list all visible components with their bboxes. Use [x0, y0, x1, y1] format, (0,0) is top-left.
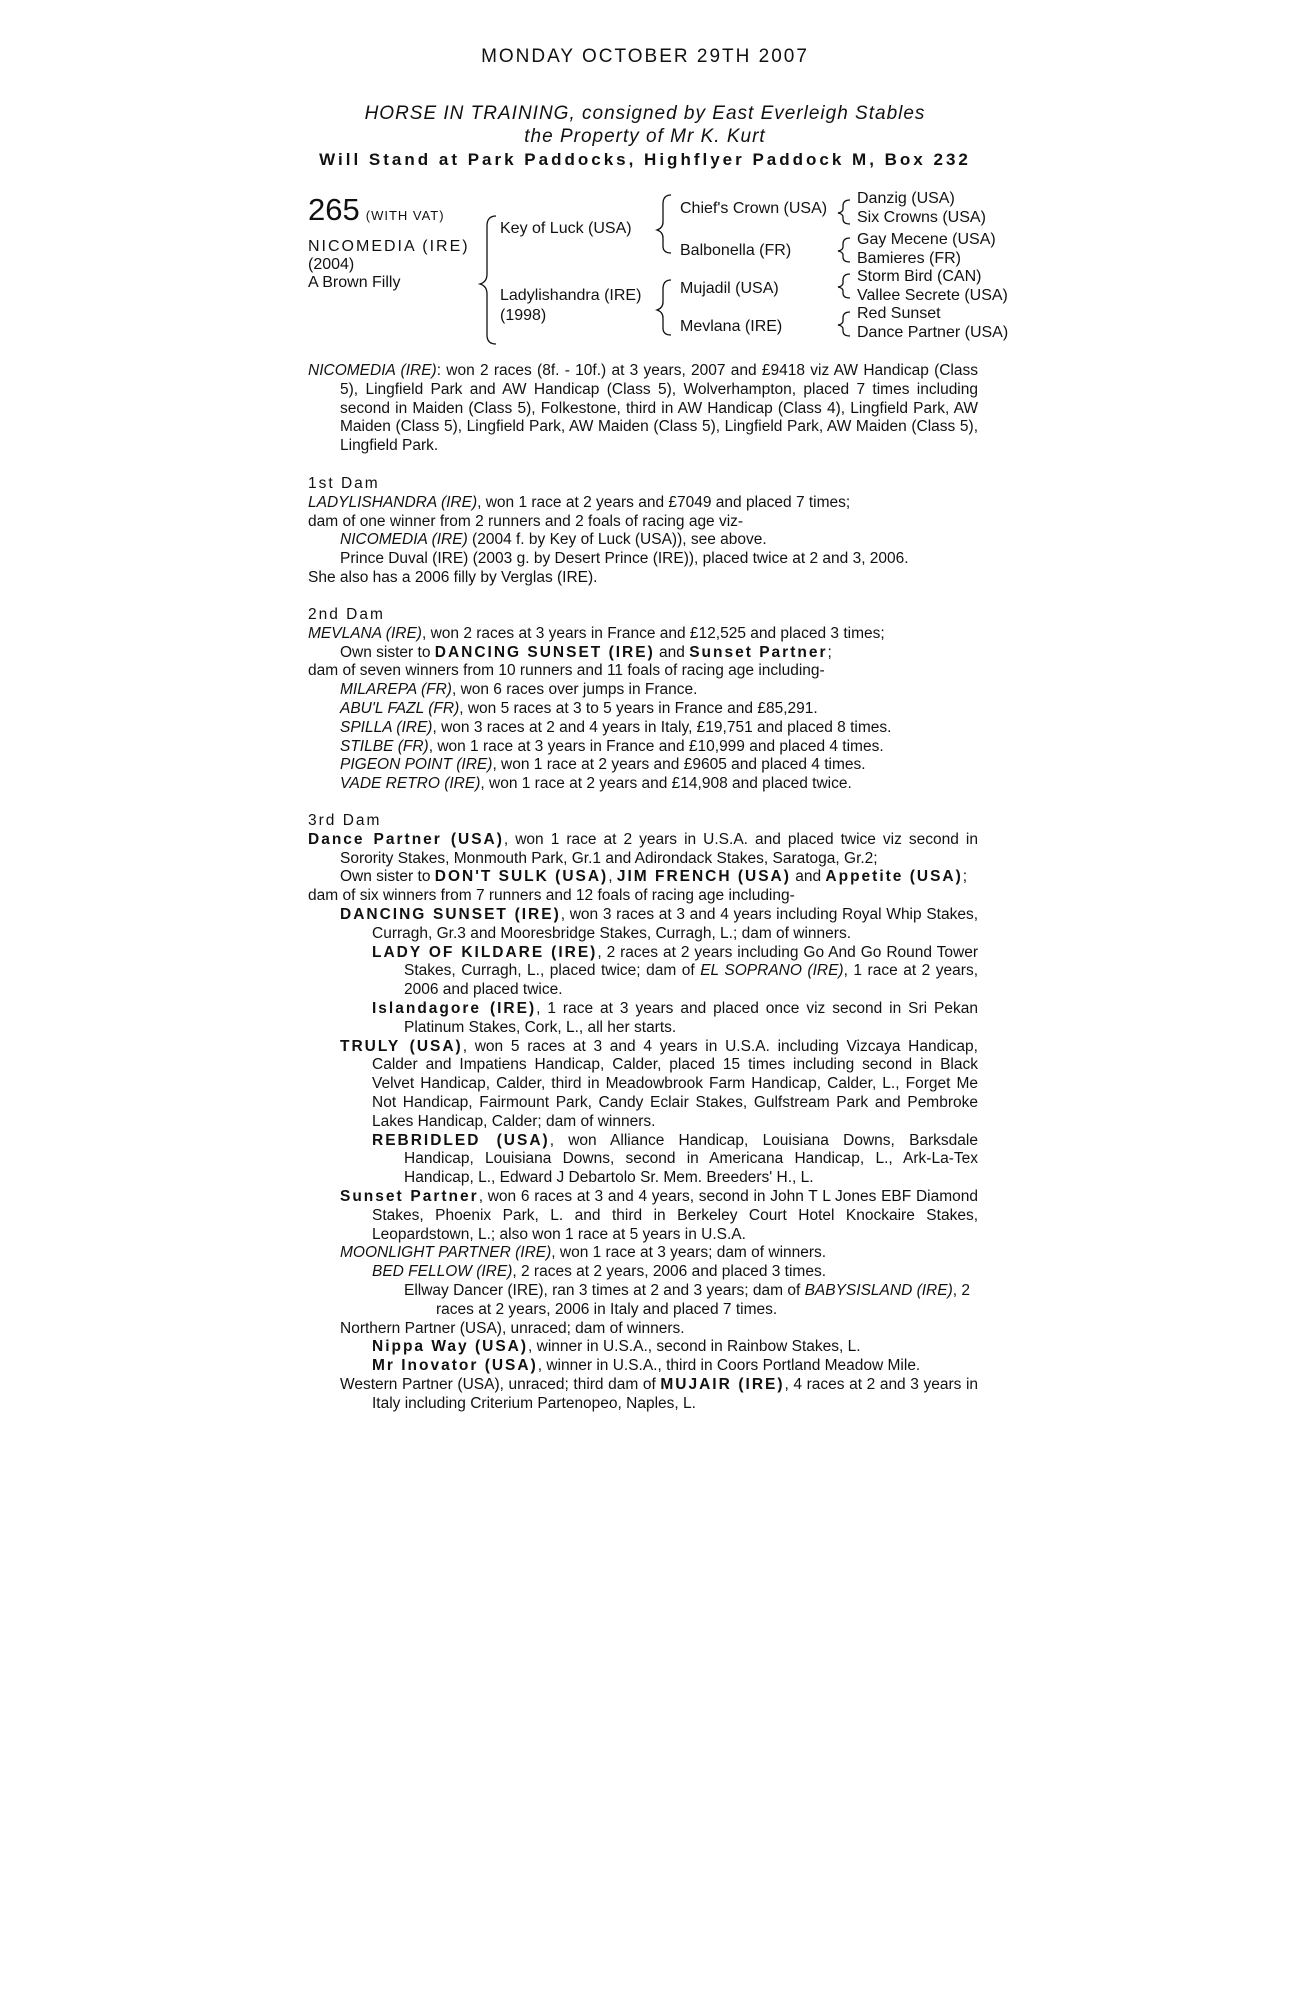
- sire-sire: Chief's Crown (USA): [680, 200, 828, 217]
- first-dam-name: LADYLISHANDRA (IRE): [308, 493, 478, 511]
- entry-western-partner: [308, 1376, 978, 1414]
- third-dam-name: Dance Partner (USA): [308, 830, 504, 848]
- progeny-text: , won 1 race at 3 years in France and £10,999 and placed 4 times.: [428, 737, 884, 755]
- entry-name: DANCING SUNSET (IRE): [340, 905, 561, 923]
- entry-text: , winner in U.S.A., third in Coors Portland Meadow Mile.: [537, 1357, 921, 1375]
- entry-text: , 1 race at 3 years and placed once viz second in Sri Pekan Platinum Stakes, Cork, L., all her starts.: [404, 999, 978, 1036]
- entry-name: Nippa Way (USA): [372, 1338, 529, 1356]
- foal-1-name: NICOMEDIA (IRE): [340, 531, 468, 549]
- ggp-1: Danzig (USA): [857, 190, 955, 207]
- entry-ellway-dancer: [308, 1282, 978, 1320]
- sister-pre: Own sister to: [340, 868, 435, 886]
- entry-moonlight-partner: [308, 1244, 978, 1263]
- sire-dam: Balbonella (FR): [680, 242, 792, 259]
- entry-text: , won 1 race at 3 years; dam of winners.: [551, 1244, 827, 1262]
- stabling-line: Will Stand at Park Paddocks, Highflyer Paddock M, Box 232: [319, 150, 971, 169]
- entry-text: , 2 races at 2 years including Go And Go Round Tower Stakes, Curragh, L., placed twice; dam of: [404, 943, 979, 980]
- summary-paragraph: [308, 362, 978, 456]
- sister-post: ;: [827, 643, 832, 661]
- entry-bed-fellow: [308, 1263, 978, 1282]
- entry-text: , 2 races at 2 years, 2006 and placed 3 times.: [512, 1263, 827, 1281]
- progeny-text: , won 6 races over jumps in France.: [451, 681, 698, 699]
- sister-mid: and: [654, 643, 690, 661]
- ggp-6: Vallee Secrete (USA): [857, 287, 1008, 304]
- entry-sunset-partner: [308, 1188, 978, 1244]
- entry-text: Western Partner (USA), unraced; third dam of: [340, 1375, 661, 1393]
- sibling-post: ;: [962, 868, 968, 886]
- entry-name: Mr Inovator (USA): [372, 1357, 538, 1375]
- progeny-name: VADE RETRO (IRE): [340, 775, 481, 793]
- entry-mr-inovator: [308, 1357, 978, 1376]
- third-dam-line: [308, 831, 978, 869]
- entry-name: LADY OF KILDARE (IRE): [372, 943, 598, 961]
- sale-date: MONDAY OCTOBER 29TH 2007: [481, 46, 809, 67]
- horse-name: NICOMEDIA (IRE): [308, 238, 470, 255]
- first-dam-foal-2: Prince Duval (IRE) (2003 g. by Desert Prince (IRE)), placed twice at 2 and 3, 2006.: [340, 550, 909, 568]
- entry-name: REBRIDLED (USA): [372, 1131, 550, 1149]
- third-dam-section: [308, 812, 978, 1414]
- entry-name: Sunset Partner: [340, 1187, 479, 1205]
- sibling-1: DON'T SULK (USA): [434, 868, 609, 886]
- ggp-4: Bamieres (FR): [857, 250, 962, 267]
- performance-summary: [308, 362, 978, 456]
- entry-text: , won Alliance Handicap, Louisiana Downs, Barksdale Handicap, Louisiana Downs, second in Americana Handicap, L., Ark-La-Tex Handicap, L., Edward J Debartolo Sr. Mem. Breeders' H., L.: [404, 1131, 978, 1187]
- progeny-text: , won 1 race at 2 years and £9605 and placed 4 times.: [492, 756, 866, 774]
- entry-name: Islandagore (IRE): [372, 999, 537, 1017]
- second-dam-line: [308, 625, 978, 644]
- sister-2: Sunset Partner: [689, 643, 828, 661]
- entry-text: Ellway Dancer (IRE), ran 3 times at 2 and 3 years; dam of: [404, 1281, 805, 1299]
- horse-year: (2004): [308, 256, 355, 273]
- entry-progeny: EL SOPRANO (IRE): [700, 962, 844, 980]
- progeny-name: ABU'L FAZL (FR): [340, 699, 460, 717]
- sibling-2: JIM FRENCH (USA): [616, 868, 791, 886]
- entry-name: TRULY (USA): [340, 1037, 463, 1055]
- sister-1: DANCING SUNSET (IRE): [434, 643, 655, 661]
- third-dam-produce: dam of six winners from 7 runners and 12 foals of racing age including-: [308, 887, 795, 905]
- progeny-5: [308, 756, 978, 775]
- entry-northern-partner: Northern Partner (USA), unraced; dam of winners.: [340, 1319, 685, 1337]
- dam-dam: Mevlana (IRE): [680, 318, 783, 335]
- progeny-name: STILBE (FR): [340, 737, 429, 755]
- progeny-4: [308, 738, 978, 757]
- sibling-sep: ,: [608, 868, 617, 886]
- progeny-name: PIGEON POINT (IRE): [340, 756, 493, 774]
- progeny-3: [308, 719, 978, 738]
- entry-progeny: BABYSISLAND (IRE): [804, 1281, 953, 1299]
- first-dam-foal-1: [308, 531, 978, 550]
- ggp-2: Six Crowns (USA): [857, 209, 986, 226]
- first-dam-produce: dam of one winner from 2 runners and 2 foals of racing age viz-: [308, 512, 744, 530]
- entry-nippa-way: [308, 1338, 978, 1357]
- foal-1-text: (2004 f. by Key of Luck (USA)), see above.: [467, 531, 767, 549]
- entry-name: BED FELLOW (IRE): [372, 1263, 513, 1281]
- first-dam-line: [308, 494, 978, 513]
- ggp-5: Storm Bird (CAN): [857, 268, 982, 285]
- entry-text-end: , 1 race at 2 years, 2006 and placed twice.: [404, 962, 978, 999]
- second-dam-sister: [308, 644, 978, 663]
- summary-text: : won 2 races (8f. - 10f.) at 3 years, 2007 and £9418 viz AW Handicap (Class 5), Lingfield Park and AW Handicap (Class 5), Wolverhampton, placed 7 times including second in Maiden (Class 5), Folkestone, third in AW Handicap (Class 4), Lingfield Park, AW Maiden (Class 5), Lingfield Park, AW Maiden (Class 5), Lingfield Park, AW Maiden (Class 5), Lingfield Park.: [340, 362, 979, 455]
- entry-dancing-sunset: [308, 906, 978, 944]
- second-dam-produce: dam of seven winners from 10 runners and 11 foals of racing age including-: [308, 662, 825, 680]
- second-dam-record: , won 2 races at 3 years in France and £12,525 and placed 3 times;: [421, 624, 885, 642]
- sibling-mid: and: [790, 868, 826, 886]
- dam-year: (1998): [500, 307, 547, 324]
- entry-rebridled: [308, 1132, 978, 1188]
- summary-horse-name: NICOMEDIA (IRE): [308, 362, 437, 379]
- progeny-6: [308, 775, 978, 794]
- progeny-text: , won 1 race at 2 years and £14,908 and placed twice.: [480, 775, 852, 793]
- dam: Ladylishandra (IRE): [500, 287, 642, 304]
- sibling-3: Appetite (USA): [825, 868, 963, 886]
- entry-text: , winner in U.S.A., second in Rainbow Stakes, L.: [528, 1338, 861, 1356]
- first-dam-record: , won 1 race at 2 years and £7049 and placed 7 times;: [477, 493, 851, 511]
- dam-sire: Mujadil (USA): [680, 280, 779, 297]
- entry-islandagore: [308, 1000, 978, 1038]
- entry-text-end: , 4 races at 2 and 3 years in Italy including Criterium Partenopeo, Naples, L.: [372, 1375, 979, 1412]
- third-dam-sister: [308, 868, 978, 887]
- entry-name: MOONLIGHT PARTNER (IRE): [340, 1244, 552, 1262]
- ggp-7: Red Sunset: [857, 305, 941, 322]
- sister-pre: Own sister to: [340, 643, 435, 661]
- consignor-line: HORSE IN TRAINING, consigned by East Everleigh Stables: [364, 103, 926, 124]
- vat-note: (WITH VAT): [365, 208, 445, 223]
- horse-description: A Brown Filly: [308, 274, 401, 291]
- third-dam-record: , won 1 race at 2 years in U.S.A. and placed twice viz second in Sorority Stakes, Monmouth Park, Gr.1 and Adirondack Stakes, Saratoga, Gr.2;: [340, 830, 978, 867]
- ggp-3: Gay Mecene (USA): [857, 231, 996, 248]
- entry-truly: [308, 1038, 978, 1132]
- sire: Key of Luck (USA): [500, 220, 632, 237]
- lot-number-value: 265: [308, 192, 360, 227]
- progeny-text: , won 3 races at 2 and 4 years in Italy, £19,751 and placed 8 times.: [432, 718, 892, 736]
- progeny-name: SPILLA (IRE): [340, 718, 433, 736]
- progeny-1: [308, 681, 978, 700]
- entry-text-end: , 2 races at 2 years, 2006 in Italy and placed 7 times.: [436, 1281, 970, 1318]
- progeny-text: , won 5 races at 3 to 5 years in France and £85,291.: [459, 699, 818, 717]
- second-dam-title: 2nd Dam: [308, 606, 385, 623]
- first-dam-note: She also has a 2006 filly by Verglas (IRE).: [308, 568, 598, 586]
- progeny-name: MILAREPA (FR): [340, 681, 452, 699]
- third-dam-title: 3rd Dam: [308, 812, 382, 829]
- entry-text: , won 3 races at 3 and 4 years including Royal Whip Stakes, Curragh, Gr.3 and Mooresbridge Stakes, Curragh, L.; dam of winners.: [372, 905, 979, 942]
- progeny-2: [308, 700, 978, 719]
- second-dam-name: MEVLANA (IRE): [308, 624, 422, 642]
- entry-text: , won 5 races at 3 and 4 years in U.S.A. including Vizcaya Handicap, Calder and Impatiens Handicap, Calder, placed 15 times including second in Black Velvet Handicap, Calder, third in Meadowbrook Farm Handicap, Calder, L., Forget Me Not Handicap, Fairmount Park, Candy Eclair Stakes, Gulfstream Park and Pembroke Lakes Handicap, Calder; dam of winners.: [372, 1037, 978, 1130]
- first-dam-title: 1st Dam: [308, 475, 380, 492]
- entry-lady-of-kildare: [308, 944, 978, 1000]
- entry-text: , won 6 races at 3 and 4 years, second in John T L Jones EBF Diamond Stakes, Phoenix Park, L. and third in Berkeley Court Hotel Knockaire Stakes, Leopardstown, L.; also won 1 race at 5 years in U.S.A.: [372, 1187, 978, 1243]
- entry-progeny: MUJAIR (IRE): [660, 1375, 785, 1393]
- property-line: the Property of Mr K. Kurt: [524, 126, 766, 147]
- first-dam-section: [308, 475, 978, 588]
- second-dam-section: [308, 606, 978, 794]
- ggp-8: Dance Partner (USA): [857, 324, 1009, 341]
- pedigree-brackets: [0, 0, 1290, 360]
